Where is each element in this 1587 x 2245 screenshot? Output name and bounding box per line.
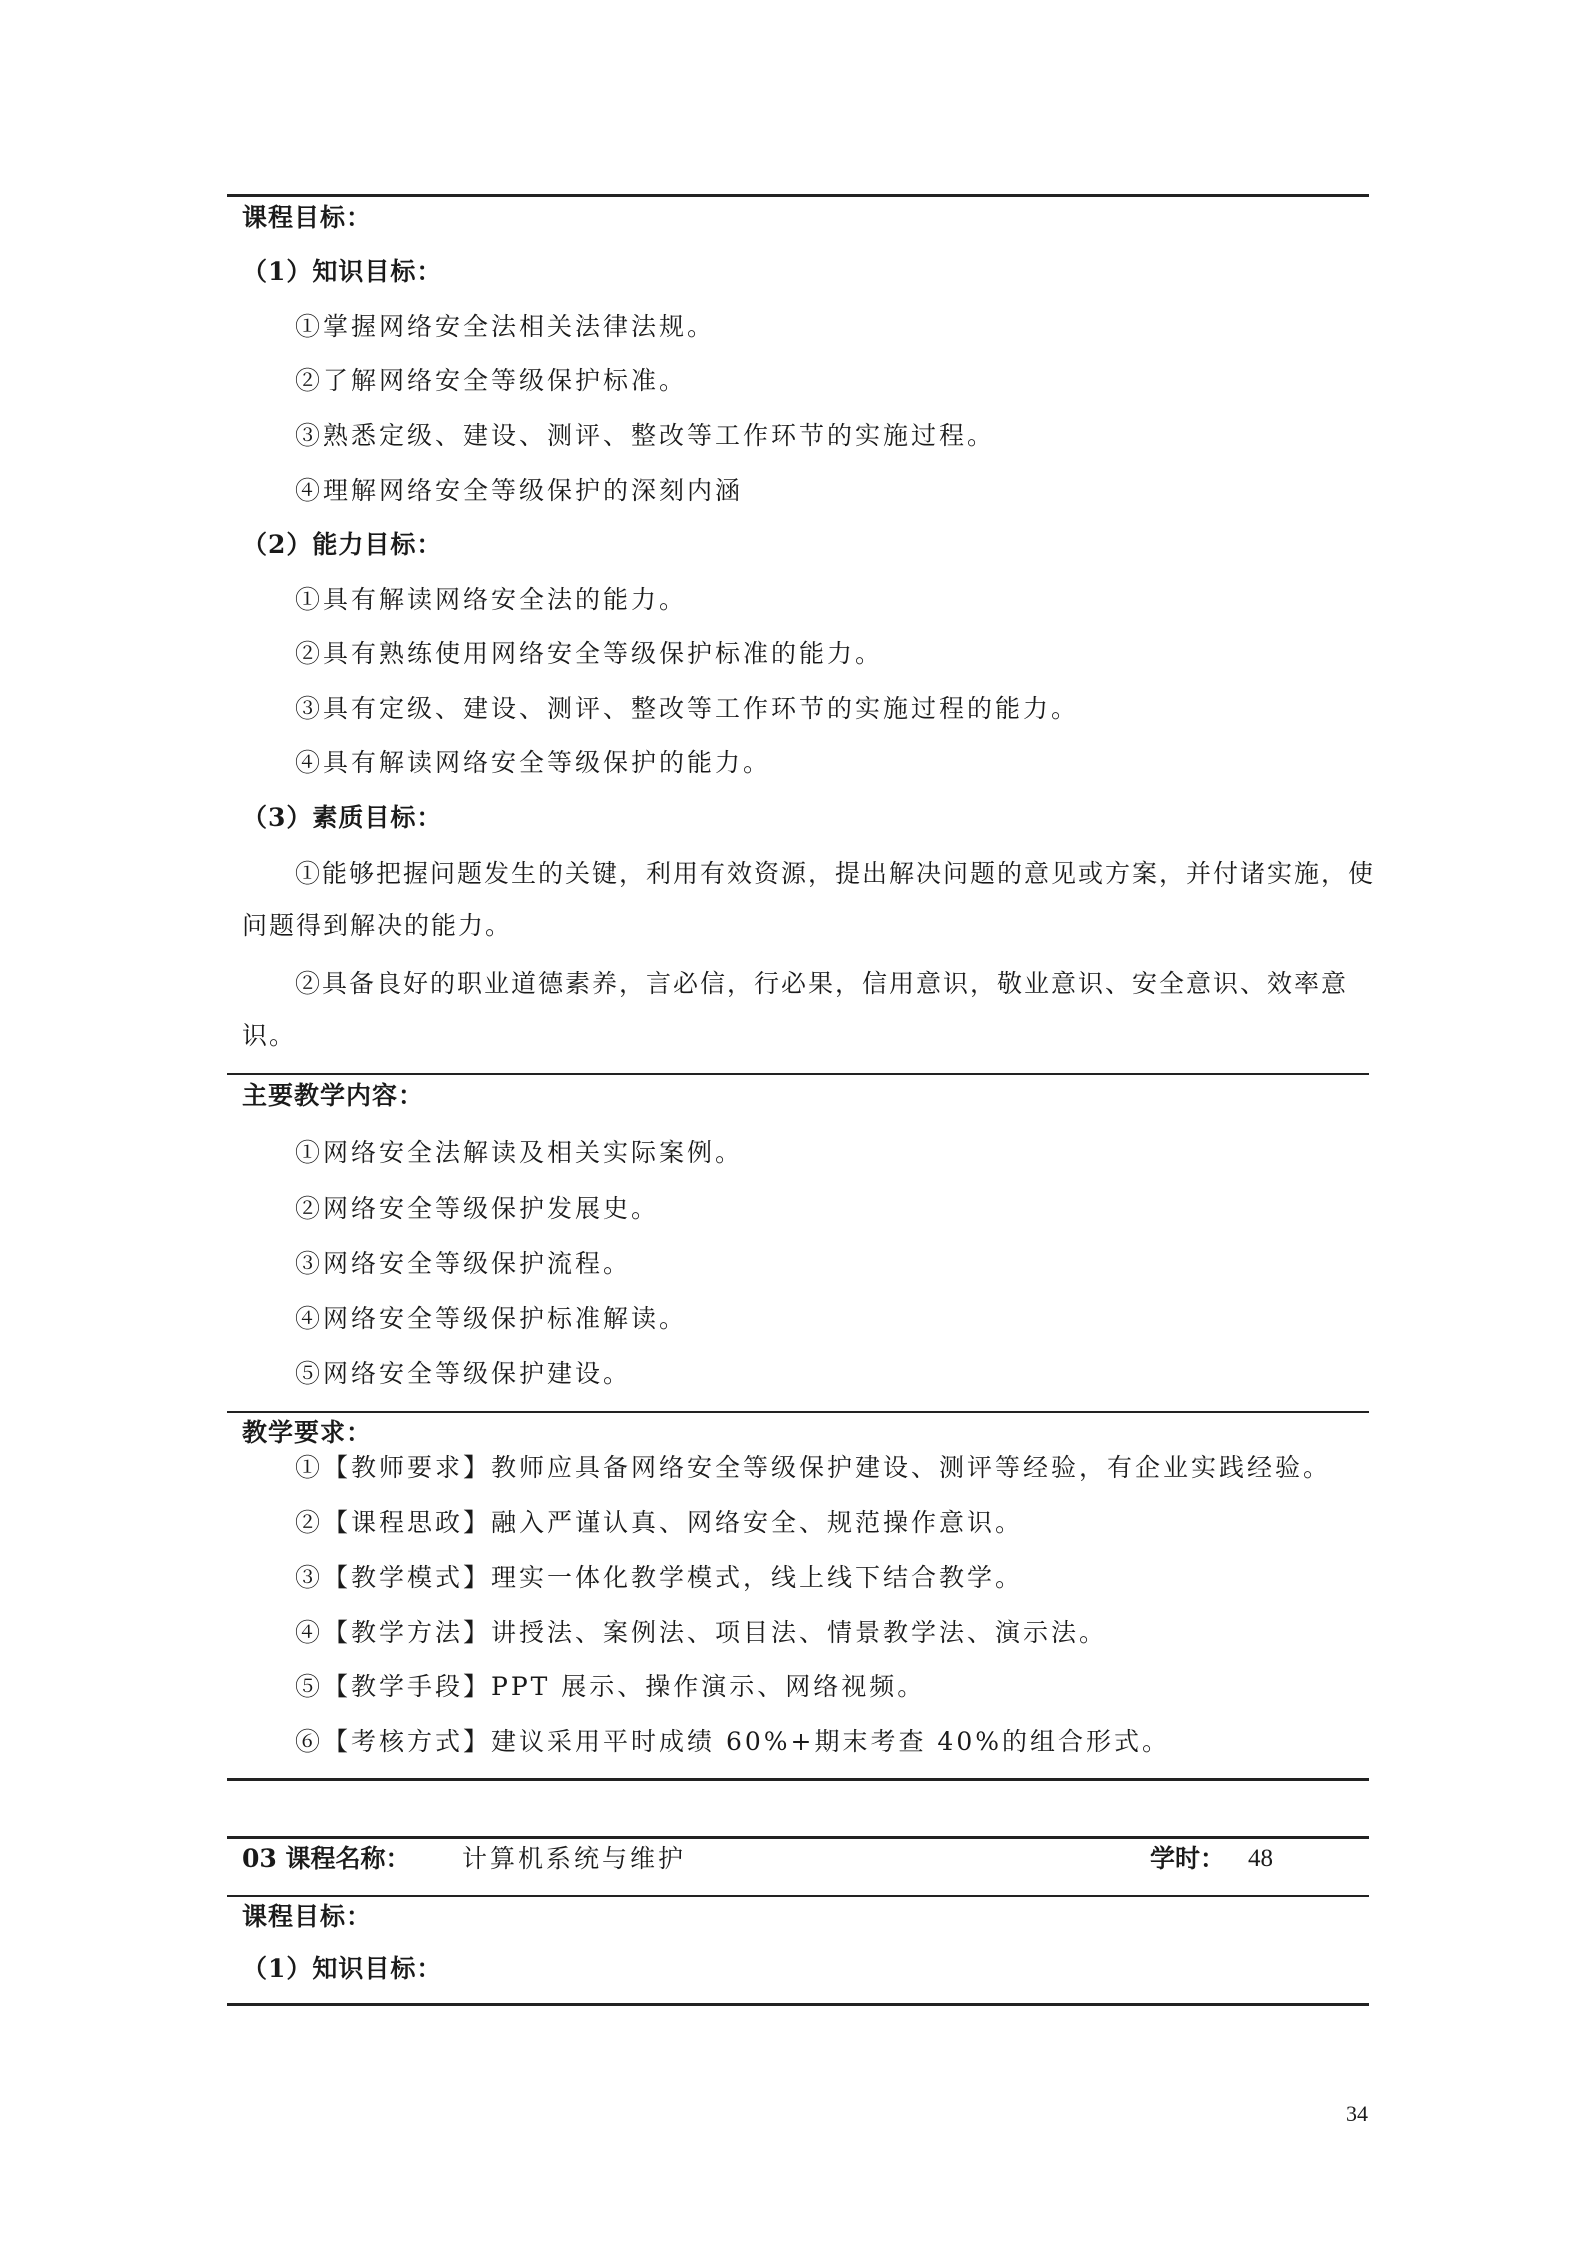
requirement-item: ③【教学模式】理实一体化教学模式，线上线下结合教学。 (295, 1563, 1024, 1592)
table-top-rule (227, 1836, 1369, 1839)
section-divider (227, 1411, 1369, 1413)
teaching-requirements-header: 教学要求： (242, 1418, 373, 1447)
ability-item: ②具有熟练使用网络安全等级保护标准的能力。 (295, 639, 884, 668)
course-name-value: 计算机系统与维护 (462, 1844, 687, 1873)
knowledge-goal-title-2: （1）知识目标： (242, 1954, 443, 1983)
requirement-item: ⑤【教学手段】PPT 展示、操作演示、网络视频。 (295, 1672, 926, 1701)
knowledge-item: ④理解网络安全等级保护的深刻内涵 (295, 476, 744, 505)
hours-label: 学时： (1150, 1844, 1226, 1873)
course-goal-header: 课程目标： (242, 203, 373, 232)
quality-goal-title: （3）素质目标： (242, 803, 443, 832)
course-goal-header-2: 课程目标： (242, 1902, 373, 1931)
content-item: ③网络安全等级保护流程。 (295, 1249, 632, 1278)
requirement-item: ①【教师要求】教师应具备网络安全等级保护建设、测评等经验，有企业实践经验。 (295, 1453, 1332, 1482)
ability-goal-title: （2）能力目标： (242, 530, 443, 559)
content-item: ①网络安全法解读及相关实际案例。 (295, 1138, 744, 1167)
knowledge-item: ②了解网络安全等级保护标准。 (295, 366, 688, 395)
requirement-item: ④【教学方法】讲授法、案例法、项目法、情景教学法、演示法。 (295, 1618, 1108, 1647)
teaching-content-header: 主要教学内容： (242, 1081, 425, 1110)
table-bottom-rule-2 (227, 2003, 1369, 2006)
requirement-item: ⑥【考核方式】建议采用平时成绩 60%+期末考查 40%的组合形式。 (295, 1727, 1170, 1756)
table-bottom-rule (227, 1778, 1369, 1781)
ability-item: ①具有解读网络安全法的能力。 (295, 585, 688, 614)
quality-item: ①能够把握问题发生的关键，利用有效资源，提出解决问题的意见或方案，并付诸实施，使问题得到解决的能力。 (242, 859, 1376, 940)
top-rule (227, 194, 1369, 197)
hours-value: 48 (1248, 1845, 1273, 1872)
quality-item: ②具备良好的职业道德素养，言必信，行必果，信用意识，敬业意识、安全意识、效率意识。 (242, 969, 1349, 1050)
ability-item: ③具有定级、建设、测评、整改等工作环节的实施过程的能力。 (295, 694, 1080, 723)
ability-item: ④具有解读网络安全等级保护的能力。 (295, 748, 772, 777)
knowledge-goal-title: （1）知识目标： (242, 257, 443, 286)
content-item: ④网络安全等级保护标准解读。 (295, 1304, 688, 1333)
content-item: ⑤网络安全等级保护建设。 (295, 1359, 632, 1388)
page-number: 34 (1346, 2101, 1368, 2126)
requirement-item: ②【课程思政】融入严谨认真、网络安全、规范操作意识。 (295, 1508, 1024, 1537)
course-name-label: 03 课程名称： (242, 1844, 411, 1873)
section-divider (227, 1895, 1369, 1897)
content-item: ②网络安全等级保护发展史。 (295, 1194, 660, 1223)
knowledge-item: ①掌握网络安全法相关法律法规。 (295, 312, 716, 341)
section-divider (227, 1073, 1369, 1075)
knowledge-item: ③熟悉定级、建设、测评、整改等工作环节的实施过程。 (295, 421, 996, 450)
